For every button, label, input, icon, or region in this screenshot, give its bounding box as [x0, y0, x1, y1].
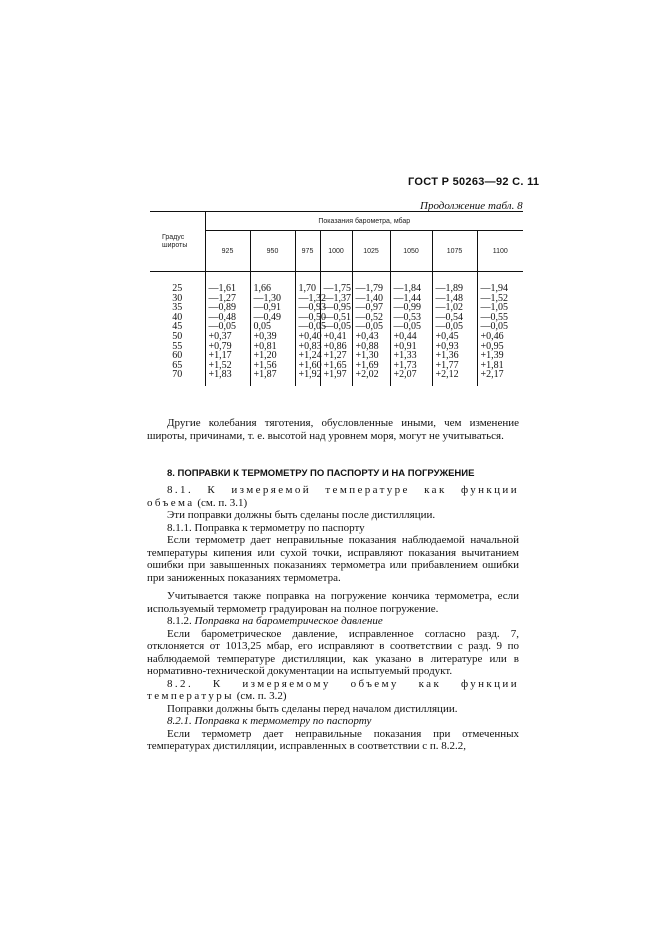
correction-cell: —1,94	[477, 284, 523, 294]
correction-cell: +1,60	[295, 361, 320, 371]
correction-cell: +1,73	[390, 361, 432, 371]
correction-cell: +2,02	[352, 370, 390, 380]
correction-cell: —0,05	[477, 322, 523, 332]
correction-cell: +0,88	[352, 342, 390, 352]
correction-cell: +0,45	[432, 332, 477, 342]
correction-cell: 0,05	[250, 322, 295, 332]
correction-cell: +1,77	[432, 361, 477, 371]
correction-cell: +0,44	[390, 332, 432, 342]
correction-cell: —1,02	[432, 303, 477, 313]
column-header-pressure: 925	[205, 231, 250, 272]
section-8-body	[147, 484, 519, 753]
correction-cell: —0,54	[432, 313, 477, 323]
correction-cell: —1,48	[432, 294, 477, 304]
table-spacer-cell	[205, 380, 250, 386]
correction-cell: +0,93	[432, 342, 477, 352]
correction-cell: +0,91	[390, 342, 432, 352]
column-header-latitude: Градус широты	[150, 212, 205, 272]
latitude-cell: 60	[172, 350, 183, 362]
table-spacer-cell	[295, 380, 320, 386]
correction-cell: —0,48	[205, 313, 250, 323]
correction-cell: +1,20	[250, 351, 295, 361]
table-spacer-cell	[432, 380, 477, 386]
correction-cell: +1,30	[352, 351, 390, 361]
table-spacer-cell	[320, 380, 352, 386]
paragraph-8-1-note: Эти поправки должны быть сделаны после дистилляции.	[167, 509, 436, 521]
correction-cell: —0,05	[295, 322, 320, 332]
correction-cell: —0,89	[205, 303, 250, 313]
correction-cell: —0,53	[390, 313, 432, 323]
correction-cell: +2,12	[432, 370, 477, 380]
column-header-pressure: 975	[295, 231, 320, 272]
latitude-cell: 40	[172, 311, 183, 323]
correction-cell: +1,27	[320, 351, 352, 361]
correction-cell: +1,17	[205, 351, 250, 361]
correction-cell: 1,70	[295, 284, 320, 294]
latitude-cell: 30	[172, 292, 183, 304]
table-spacer-row	[150, 380, 523, 386]
paragraph-8-2-1-text: Если термометр дает неправильные показания при отмеченных температурах дистилляции, исправленных в соответствии с п. 8.2.2,	[147, 727, 519, 752]
correction-cell: +0,86	[320, 342, 352, 352]
correction-cell: —0,05	[205, 322, 250, 332]
correction-cell: —0,55	[477, 313, 523, 323]
correction-cell: +1,52	[205, 361, 250, 371]
correction-cell: +0,79	[205, 342, 250, 352]
correction-cell: —0,93	[295, 303, 320, 313]
correction-cell: +0,46	[477, 332, 523, 342]
table-spacer-cell	[352, 380, 390, 386]
table-row	[150, 370, 523, 380]
correction-cell: +1,69	[352, 361, 390, 371]
correction-cell: 1,66	[250, 284, 295, 294]
latitude-cell: 65	[172, 359, 183, 371]
paragraph-8-1-2-title	[147, 615, 519, 628]
correction-cell: —1,30	[250, 294, 295, 304]
table-spacer-cell	[150, 380, 205, 386]
column-header-pressure: 1100	[477, 231, 523, 272]
correction-cell: —0,95	[320, 303, 352, 313]
correction-cell: +0,40	[295, 332, 320, 342]
correction-cell: +1,56	[250, 361, 295, 371]
correction-cell: +1,39	[477, 351, 523, 361]
column-header-pressure: 1000	[320, 231, 352, 272]
correction-cell: +0,95	[477, 342, 523, 352]
correction-cell: +0,81	[250, 342, 295, 352]
paragraph-8-1-ref: (см. п. 3.1)	[197, 496, 248, 509]
correction-cell: —0,52	[352, 313, 390, 323]
correction-cell: +0,41	[320, 332, 352, 342]
paragraph-8-2	[147, 678, 519, 703]
column-header-pressure: 1075	[432, 231, 477, 272]
column-header-pressure: 1050	[390, 231, 432, 272]
barometric-correction-table	[150, 211, 523, 386]
latitude-cell: 35	[172, 302, 183, 314]
correction-cell: +1,65	[320, 361, 352, 371]
paragraph-8-2-1-title: 8.2.1. Поправка к термометру по паспорту	[167, 715, 372, 727]
correction-cell: —0,51	[320, 313, 352, 323]
correction-cell: +0,39	[250, 332, 295, 342]
correction-cell: +1,24	[295, 351, 320, 361]
correction-cell: —1,44	[390, 294, 432, 304]
correction-cell: +1,97	[320, 370, 352, 380]
paragraph-8-2-note: Поправки должны быть сделаны перед началом дистилляции.	[167, 702, 458, 715]
paragraph-8-1	[147, 484, 519, 509]
correction-cell: —1,37	[320, 294, 352, 304]
paragraph-8-2-title: 8.2. К измеряемому объему как функции температуры	[147, 677, 519, 702]
correction-cell: +0,83	[295, 342, 320, 352]
latitude-cell: 50	[172, 330, 183, 342]
correction-cell: +1,33	[390, 351, 432, 361]
correction-cell: —0,05	[320, 322, 352, 332]
latitude-cell: 70	[172, 369, 183, 381]
correction-cell: +1,87	[250, 370, 295, 380]
column-group-header-pressure: Показания барометра, мбар	[205, 212, 523, 231]
paragraph-8-1-title: 8.1. К измеряемой температуре как функции объема	[147, 484, 519, 509]
column-header-pressure: 1025	[352, 231, 390, 272]
paragraph-8-1-2-heading: Поправка на барометрическое давление	[194, 615, 383, 627]
correction-cell: —1,52	[477, 294, 523, 304]
correction-cell: —0,97	[352, 303, 390, 313]
correction-cell: +1,81	[477, 361, 523, 371]
paragraph-8-1-1-title: 8.1.1. Поправка к термометру по паспорту	[167, 521, 365, 534]
correction-cell: —1,79	[352, 284, 390, 294]
table-spacer-cell	[477, 380, 523, 386]
correction-cell: —0,99	[390, 303, 432, 313]
paragraph-8-1-2-text: Если барометрическое давление, исправленное согласно разд. 7, отклоняется от 1013,25 мбар, его исправляют в соответствии с разд. 9 по наблюдаемой температуре дистилляции, как указано в литературе или в нормативно-технической документации на испытуемый продукт.	[147, 627, 519, 677]
correction-cell: —1,32	[295, 294, 320, 304]
correction-cell: +1,36	[432, 351, 477, 361]
correction-cell: —1,84	[390, 284, 432, 294]
table-continuation-label: Продолжение табл. 8	[420, 200, 523, 212]
correction-cell: —0,05	[390, 322, 432, 332]
paragraph-8-2-ref: (см. п. 3.2)	[236, 690, 287, 702]
correction-cell: —1,27	[205, 294, 250, 304]
correction-cell: +2,17	[477, 370, 523, 380]
section-8-heading: 8. ПОПРАВКИ К ТЕРМОМЕТРУ ПО ПАСПОРТУ И НА ПОГРУЖЕНИЕ	[167, 468, 475, 479]
correction-cell: —0,49	[250, 313, 295, 323]
paragraph-8-1-2-number: 8.1.2.	[167, 615, 192, 627]
correction-cell: —1,05	[477, 303, 523, 313]
correction-cell: —0,05	[352, 322, 390, 332]
table-spacer-cell	[390, 380, 432, 386]
latitude-cell: 25	[172, 283, 183, 294]
correction-cell: +2,07	[390, 370, 432, 380]
correction-cell: +0,37	[205, 332, 250, 342]
correction-cell: —0,50	[295, 313, 320, 323]
page-header-standard: ГОСТ Р 50263—92 С. 11	[408, 176, 540, 188]
correction-cell: —0,05	[432, 322, 477, 332]
correction-cell: +0,43	[352, 332, 390, 342]
correction-cell: —1,61	[205, 284, 250, 294]
paragraph-immersion: Учитывается также поправка на погружение кончика термометра, если используемый термометр градуирован на полное погружение.	[147, 590, 519, 615]
correction-cell: —0,91	[250, 303, 295, 313]
latitude-cell: 55	[172, 340, 183, 352]
column-header-pressure: 950	[250, 231, 295, 272]
paragraph-8-1-1-text: Если термометр дает неправильные показания наблюдаемой начальной температуры кипения или сухой точки, исправляют показания вычитанием ошибки при завышенных показаниях термометра или прибавлением ошибки при заниженных показаниях термометра.	[147, 534, 519, 584]
correction-cell: —1,89	[432, 284, 477, 294]
correction-cell: +1,92	[295, 370, 320, 380]
correction-cell: +1,83	[205, 370, 250, 380]
gravity-note: Другие колебания тяготения, обусловленные иными, чем изменение широты, причинами, т. е. высотой над уровнем моря, могут не учитываться.	[147, 417, 519, 442]
correction-cell: —1,75	[320, 284, 352, 294]
gravity-note-block	[147, 417, 519, 442]
latitude-cell: 45	[172, 321, 183, 333]
correction-cell: —1,40	[352, 294, 390, 304]
table-spacer-cell	[250, 380, 295, 386]
